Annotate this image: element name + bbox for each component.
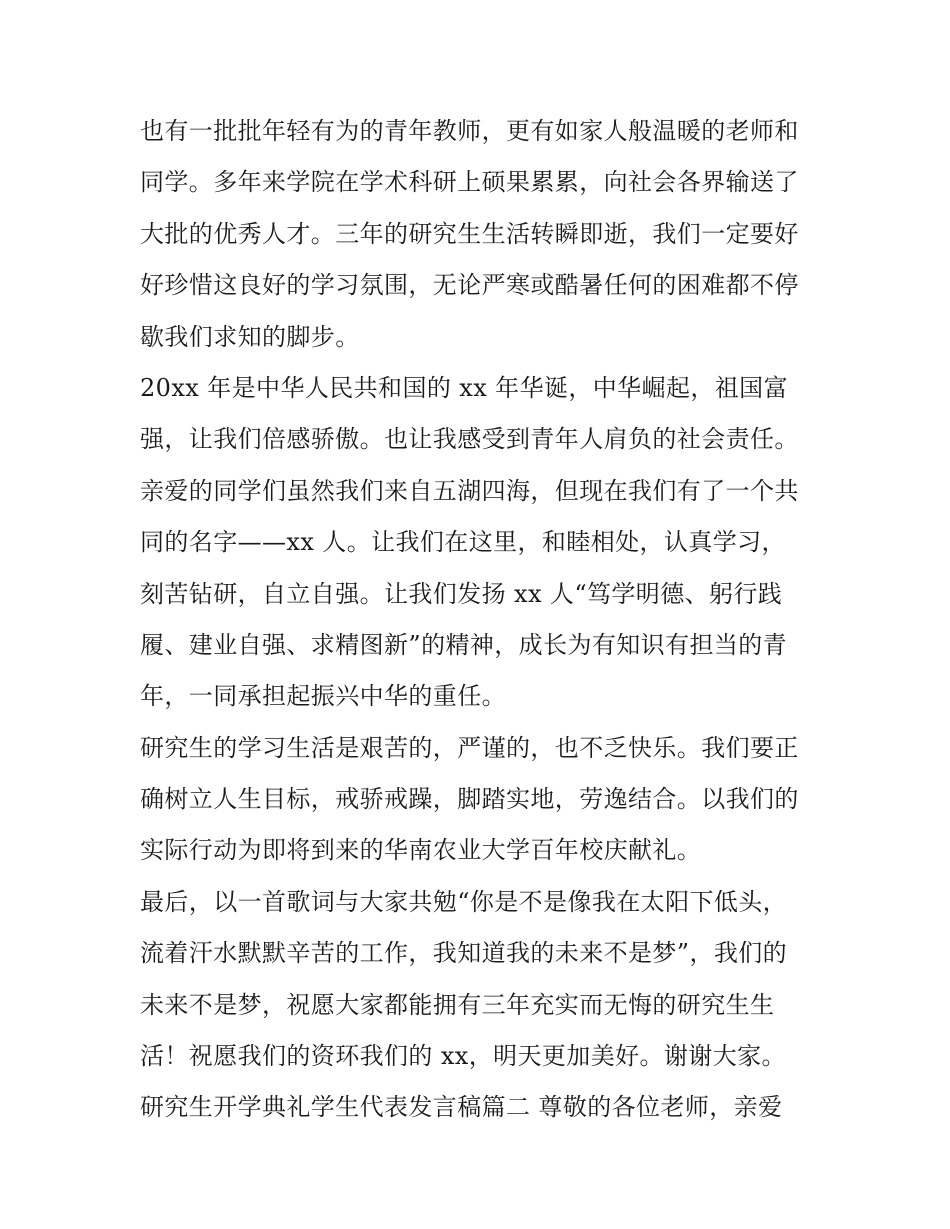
text-line: 最后，以一首歌词与大家共勉“你是不是像我在太阳下低头， xyxy=(140,887,788,916)
text-line: 亲爱的同学们虽然我们来自五湖四海，但现在我们有了一个共 xyxy=(140,476,799,505)
text-line: 也有一批批年轻有为的青年教师，更有如家人般温暖的老师和 xyxy=(140,117,799,145)
text-line: 确树立人生目标，戒骄戒躁，脚踏实地，劳逸结合。以我们的 xyxy=(140,785,799,814)
text-line: 同学。多年来学院在学术科研上硕果累累，向社会各界输送了 xyxy=(140,168,799,197)
text-line: 履、建业自强、求精图新”的精神，成长为有知识有担当的青 xyxy=(140,630,788,659)
text-line: 刻苦钻研，自立自强。让我们发扬 xx 人“笃学明德、躬行践 xyxy=(140,579,783,608)
text-line: 歇我们求知的脚步。 xyxy=(140,322,360,351)
text-line: 20xx 年是中华人民共和国的 xx 年华诞，中华崛起，祖国富 xyxy=(140,373,788,402)
text-line: 研究生开学典礼学生代表发言稿篇二 尊敬的各位老师，亲爱 xyxy=(140,1093,783,1122)
text-line: 活！祝愿我们的资环我们的 xx，明天更加美好。谢谢大家。 xyxy=(140,1042,786,1071)
body-text xyxy=(140,106,840,1134)
text-line: 流着汗水默默辛苦的工作，我知道我的未来不是梦”，我们的 xyxy=(140,939,788,968)
text-line: 研究生的学习生活是艰苦的，严谨的，也不乏快乐。我们要正 xyxy=(140,733,799,762)
text-line: 好珍惜这良好的学习氛围，无论严寒或酷暑任何的困难都不停 xyxy=(140,271,799,300)
text-line: 年，一同承担起振兴中华的重任。 xyxy=(140,682,506,711)
text-line: 未来不是梦，祝愿大家都能拥有三年充实而无悔的研究生生 xyxy=(140,990,775,1019)
text-line: 同的名字——xx 人。让我们在这里，和睦相处，认真学习， xyxy=(140,528,786,557)
text-line: 强，让我们倍感骄傲。也让我感受到青年人肩负的社会责任。 xyxy=(140,425,799,454)
text-line: 实际行动为即将到来的华南农业大学百年校庆献礼。 xyxy=(140,836,702,865)
text-line: 大批的优秀人才。三年的研究生生活转瞬即逝，我们一定要好 xyxy=(140,219,799,248)
